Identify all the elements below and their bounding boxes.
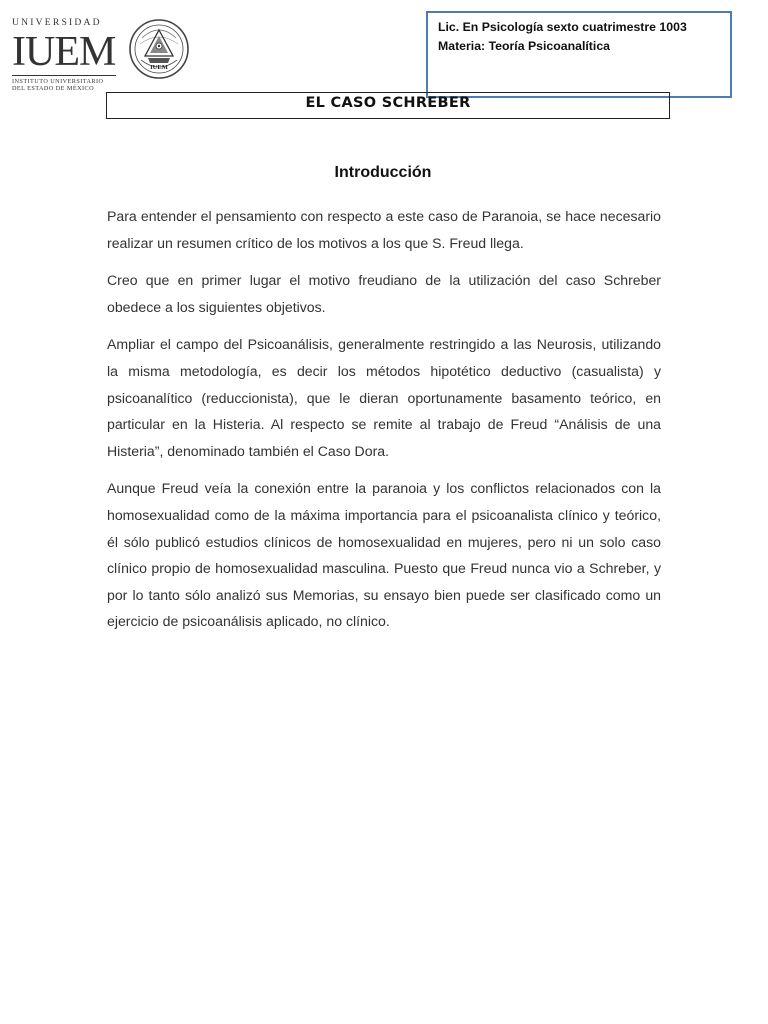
paragraph: Ampliar el campo del Psicoanálisis, generalmente restringido a las Neurosis, utilizando la misma metodología, es decir los métodos hipotético deductivo (casualista) y psicoanalítico (reduccionista), que le dieran oportunamente basamento teórico, en particular en la Histeria. Al respecto se remite al trabajo de Freud “Análisis de una Histeria”, denominado también el Caso Dora. <box>107 336 661 459</box>
paragraph: Aunque Freud veía la conexión entre la paranoia y los conflictos relacionados con la homosexualidad como de la máxima importancia para el psicoanalista clínico y teórico, él sólo publicó estudios clínicos de homosexualidad en mujeres, pero ni un solo caso clínico propio de homosexualidad masculina. Puesto que Freud nunca vio a Schreber, y por lo tanto sólo analizó sus Memorias, su ensayo bien puede ser clasificado como un ejercicio de psicoanálisis aplicado, no clínico. <box>107 480 661 630</box>
logo-acronym: IUEM <box>12 28 116 75</box>
document-title: EL CASO SCHREBER <box>305 95 471 111</box>
logo-institute-line2: DEL ESTADO DE MÉXICO <box>12 84 95 92</box>
paragraph: Creo que en primer lugar el motivo freudiano de la utilización del caso Schreber obedece a los siguientes objetivos. <box>107 272 661 315</box>
document-body <box>107 203 661 646</box>
course-info-line1: Lic. En Psicología sexto cuatrimestre 1003 <box>438 20 687 34</box>
course-info-line2: Materia: Teoría Psicoanalítica <box>438 39 610 53</box>
logo-institute-line1: INSTITUTO UNIVERSITARIO <box>12 77 104 85</box>
paragraph: Para entender el pensamiento con respecto a este caso de Paranoia, se hace necesario realizar un resumen crítico de los motivos a los que S. Freud llega. <box>107 208 661 251</box>
university-seal-icon <box>128 16 190 82</box>
logo-university-label: UNIVERSIDAD <box>12 17 102 28</box>
logo-institute-name <box>12 75 116 92</box>
university-logo <box>12 18 116 92</box>
section-heading: Introducción <box>334 164 432 181</box>
course-info-box <box>426 11 732 98</box>
seal-label: IUEM <box>150 64 168 71</box>
